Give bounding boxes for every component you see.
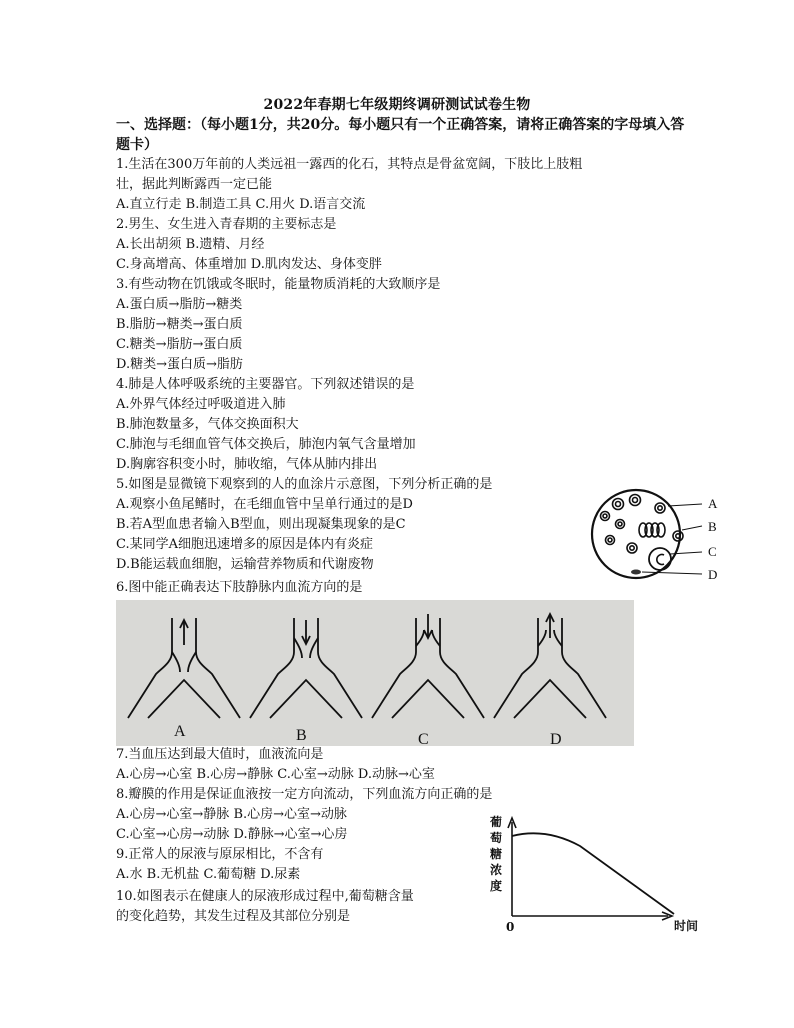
question-line: C.身高增高、体重增加 D.肌肉发达、身体变胖 <box>116 257 382 272</box>
question-line: 3.有些动物在饥饿或冬眠时，能量物质消耗的大致顺序是 <box>116 277 441 292</box>
question-line: 1.生活在300万年前的人类远祖一露西的化石，其特点是骨盆宽阔，下肢比上肢粗 <box>116 157 583 172</box>
y-label-char: 度 <box>490 879 503 893</box>
section-heading: 一、选择题：（每小题1分，共20分。每小题只有一个正确答案，请将正确答案的字母填入答题卡） <box>116 117 685 153</box>
question-line: A.蛋白质→脂肪→糖类 <box>116 297 243 312</box>
question-line: 4.肺是人体呼吸系统的主要器官。下列叙述错误的是 <box>116 377 415 392</box>
fig5-label-b: B <box>708 519 717 534</box>
page-title: 2022年春期七年级期终调研测试试卷生物 <box>263 97 531 113</box>
y-label-char: 萄 <box>490 831 503 845</box>
platelet <box>631 570 641 575</box>
question-line: 2.男生、女生进入青春期的主要标志是 <box>116 217 337 232</box>
vein-diagram-c <box>372 614 484 718</box>
fig5-label-d: D <box>708 567 718 582</box>
question-line: 6.图中能正确表达下肢静脉内血流方向的是 <box>116 580 363 595</box>
vein-diagram-a <box>128 618 240 718</box>
question-line: A.心房→心室→静脉 B.心房→心室→动脉 <box>116 807 347 822</box>
x-axis-label: 时间 <box>674 919 699 933</box>
question-line: B.若A型血患者输入B型血，则出现凝集现象的是C <box>116 517 406 532</box>
origin-label: 0 <box>506 920 515 934</box>
question-line: 5.如图是显微镜下观察到的人的血涂片示意图，下列分析正确的是 <box>116 477 493 492</box>
question-line: D.糖类→蛋白质→脂肪 <box>116 357 243 372</box>
question-line: 10.如图表示在健康人的尿液形成过程中,葡萄糖含量 <box>116 889 414 904</box>
question-line: A.观察小鱼尾鳍时，在毛细血管中呈单行通过的是D <box>116 497 413 512</box>
question-line: A.心房→心室 B.心房→静脉 C.心室→动脉 D.动脉→心室 <box>116 767 435 782</box>
question-line: 壮，据此判断露西一定已能 <box>116 177 273 192</box>
glucose-trend-graph <box>488 812 716 936</box>
fig5-label-a: A <box>708 496 718 511</box>
question-line: B.脂肪→糖类→蛋白质 <box>116 317 243 332</box>
question-line: D.B能运载血细胞，运输营养物质和代谢废物 <box>116 557 374 572</box>
question-line: B.肺泡数量多，气体交换面积大 <box>116 417 299 432</box>
vein-diagram-b <box>250 618 362 718</box>
question-line: 9.正常人的尿液与原尿相比，不含有 <box>116 847 324 862</box>
question-line: C.心室→心房→动脉 D.静脉→心室→心房 <box>116 827 348 842</box>
fig6-label-a: A <box>174 723 186 740</box>
blood-smear-figure <box>588 486 728 586</box>
question-line: A.外界气体经过呼吸道进入肺 <box>116 397 286 412</box>
question-line: D.胸廓容积变小时，肺收缩，气体从肺内排出 <box>116 457 378 472</box>
fig6-label-c: C <box>418 731 429 746</box>
y-label-char: 糖 <box>490 847 503 861</box>
question-line: A.长出胡须 B.遗精、月经 <box>116 237 265 252</box>
fig6-label-d: D <box>550 731 562 746</box>
question-line: C.某同学A细胞迅速增多的原因是体内有炎症 <box>116 537 374 552</box>
fig6-label-b: B <box>296 727 307 744</box>
question-line: C.糖类→脂肪→蛋白质 <box>116 337 243 352</box>
vein-diagram-d <box>494 614 606 718</box>
question-line: 的变化趋势，其发生过程及其部位分别是 <box>116 909 351 924</box>
y-label-char: 葡 <box>490 815 503 829</box>
question-line: 7.当血压达到最大值时，血液流向是 <box>116 747 324 762</box>
glucose-curve <box>512 833 674 914</box>
y-label-char: 浓 <box>490 863 503 877</box>
question-line: A.水 B.无机盐 C.葡萄糖 D.尿素 <box>116 867 301 882</box>
vein-valve-figure <box>116 600 634 746</box>
question-line: C.肺泡与毛细血管气体交换后，肺泡内氧气含量增加 <box>116 437 416 452</box>
microscope-field <box>592 490 680 578</box>
question-line: A.直立行走 B.制造工具 C.用火 D.语言交流 <box>116 197 366 212</box>
question-line: 8.瓣膜的作用是保证血液按一定方向流动，下列血流方向正确的是 <box>116 787 493 802</box>
fig5-label-c: C <box>708 544 717 559</box>
